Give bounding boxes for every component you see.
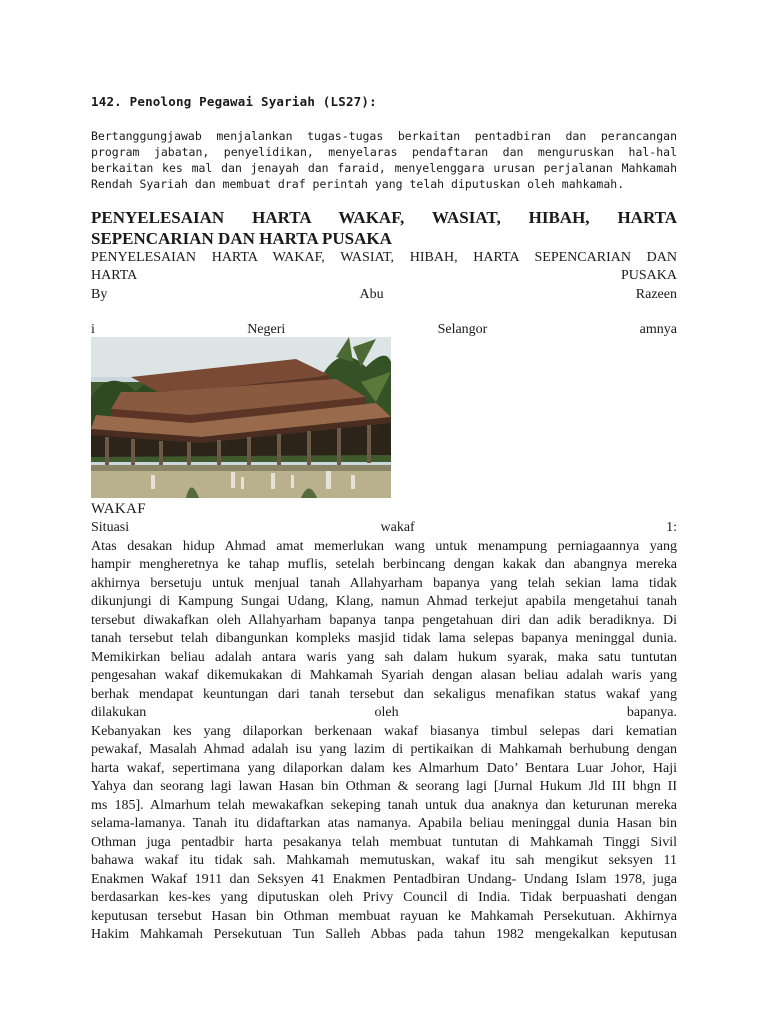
dilakukan-word: dilakukan <box>91 705 147 720</box>
body-line: hampir mengheretnya ke tahap muflis, setelah berbincang dengan kakak dan abangnya mereka <box>91 557 677 572</box>
byline <box>91 285 677 304</box>
location-word: Negeri <box>247 322 286 337</box>
body-line: Enakmen Wakaf 1911 dan Seksyen 41 Enakmen Pentadbiran Undang- Undang Islam 1978, juga <box>91 871 677 887</box>
situasi-word: wakaf <box>380 520 415 535</box>
byline-word: Abu <box>359 287 384 302</box>
body-line: Atas desakan hidup Ahmad amat memerlukan wang untuk menampung perniagaannya yang <box>91 538 677 554</box>
location-word: Selangor <box>437 322 488 337</box>
body-line: Kebanyakan kes yang dilaporkan berkenaan wakaf biasanya timbul selepas dari kematian <box>91 723 677 739</box>
body-line: pewakaf, Masalah Ahmad adalah isu yang lazim di pertikaikan di Mahkamah berhubung dengan <box>91 742 677 757</box>
body-line: Yahya dan seorang lagi lawan Hasan bin Othman & seorang lagi [Jurnal Hukum Jld III bhgn II <box>91 779 677 794</box>
byline-word: By <box>91 287 108 302</box>
article-body <box>91 519 677 945</box>
body-line: Hakim Mahkamah Persekutuan Tun Salleh Abbas pada tahun 1982 mengekalkan keputusan <box>91 927 677 942</box>
situasi-word: 1: <box>666 520 677 535</box>
body-line: tersebut diwakafkan oleh Allahyarham bapanya tanpa pengetahuan diri dan adik beradiknya. Di <box>91 612 677 628</box>
subheading-word: HARTA <box>91 268 138 283</box>
body-line: dikunjungi di Kampung Sungai Udang, Klang, namun Ahmad terkejut apabila mengetahui tanah <box>91 594 677 609</box>
article-heading <box>91 207 677 249</box>
byline-word: Razeen <box>635 287 677 302</box>
body-line: pengesahan wakaf dikemukakan di Mahkamah Syariah dengan alasan beliau adalah waris yang <box>91 668 677 683</box>
body-line: tanah tersebut telah dibangunkan kompleks masjid tidak lama selepas bapanya meninggal dunia. <box>91 631 677 646</box>
job-title: 142. Penolong Pegawai Syariah (LS27): <box>91 94 377 109</box>
mosque-photo <box>91 337 391 498</box>
body-line: selama-lamanya. Tanah itu didaftarkan atas namanya. Apabila beliau meninggal dunia Hasan bin <box>91 816 677 831</box>
body-line: Memikirkan beliau adalah antara waris yang sah dalam hukum syarak, maka satu tuntutan <box>91 649 677 665</box>
subheading-text: PENYELESAIAN HARTA WAKAF, WASIAT, HIBAH, HARTA SEPENCARIAN DAN <box>91 250 677 265</box>
body-line: berhak mendapat keuntungan dari tanah tersebut dan sekaligus menafikan status wakaf yang <box>91 686 677 702</box>
subheading-word: PUSAKA <box>620 268 677 283</box>
subheading-line-1 <box>91 248 677 267</box>
body-line: bahawa wakaf itu tidak sah. Mahkamah memutuskan, wakaf itu sah mengikut seksyen 11 <box>91 853 677 868</box>
subheading-line-2 <box>91 266 677 285</box>
location-word: i <box>91 322 95 337</box>
section-heading-wakaf: WAKAF <box>91 501 146 517</box>
body-line: akhirnya bersetuju untuk menjual tanah Allahyarham bapanya yang telah sekian lama tidak <box>91 575 677 591</box>
body-line: keputusan tersebut Hasan bin Othman membuat rayuan ke Mahkamah Persekutuan. Akhirnya <box>91 908 677 924</box>
dilakukan-line <box>91 704 677 723</box>
situasi-word: Situasi <box>91 520 130 535</box>
body-line: Othman juga pentadbir harta pesakanya telah membuat tuntutan di Mahkamah Tinggi Sivil <box>91 834 677 850</box>
job-description: Bertanggungjawab menjalankan tugas-tugas berkaitan pentadbiran dan perancangan program jabatan, penyelidikan, menyelaras pendaftaran dan menguruskan hal-hal berkaitan kes mal dan jenayah dan faraid, menyelenggara urusan perjalanan Mahkamah Rendah Syariah dan membuat draf perintah yang telah diputuskan oleh mahkamah. <box>91 129 677 191</box>
body-line: ms 185]. Almarhum telah mewakafkan sekeping tanah untuk dua anaknya dan keturunan mereka <box>91 797 677 813</box>
location-word: amnya <box>639 322 677 337</box>
article-heading-line-2: SEPENCARIAN DAN HARTA PUSAKA <box>91 229 392 248</box>
body-line: berdasarkan kes-kes yang diputuskan oleh Privy Council di India. Tidak berpuashati dengan <box>91 890 677 905</box>
article-heading-line-1: PENYELESAIAN HARTA WAKAF, WASIAT, HIBAH, HARTA <box>91 208 677 227</box>
body-line: harta wakaf, sepertimana yang dilaporkan dalam kes Almarhum Dato’ Bentara Luar Johor, Haji <box>91 760 677 776</box>
dilakukan-word: oleh <box>374 705 399 720</box>
dilakukan-word: bapanya. <box>626 705 677 720</box>
situasi-line <box>91 519 677 538</box>
